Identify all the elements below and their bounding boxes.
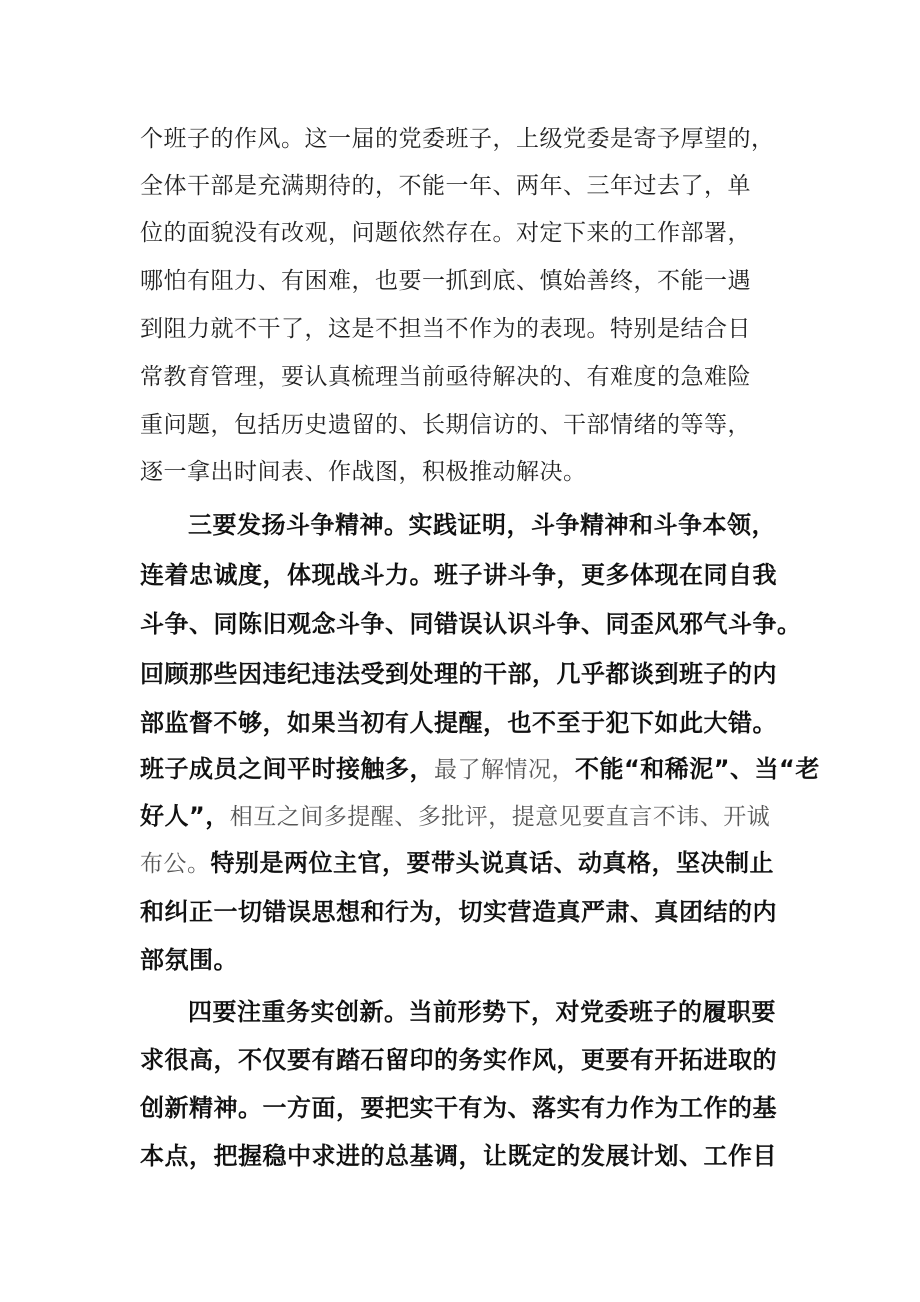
- paragraph3-line-4: 本点，把握稳中求进的总基调，让既定的发展计划、工作目: [140, 1142, 777, 1170]
- paragraph2-line-6-part-1: 班子成员之间平时接触多，: [140, 755, 434, 783]
- paragraph2-line-8-part-2: 特别是两位主官，要带头说真话、动真格，坚决制止: [210, 849, 774, 877]
- paragraph1-line-5: 到阻力就不干了，这是不担当不作为的表现。特别是结合日: [140, 316, 751, 342]
- paragraph2-line-7-part-1: 好人”，: [140, 802, 230, 830]
- paragraph3-line-3: [140, 1096, 777, 1120]
- paragraph2-line-6-part-3: 不能“和稀泥”、当“老: [575, 755, 820, 783]
- paragraph2-line-2: 连着忠诚度，体现战斗力。班子讲斗争，更多体现在同自我: [140, 561, 777, 589]
- paragraph2-line-7-part-2: 相互之间多提醒、多批评，提意见要直言不讳、开诚: [229, 804, 771, 830]
- paragraph2-line-1: 三要发扬斗争精神。实践证明，斗争精神和斗争本领，: [188, 511, 776, 539]
- paragraph2-line-9: 和纠正一切错误思想和行为，切实营造真严肃、真团结的内: [140, 898, 777, 926]
- paragraph2-line-10: 部氛围。: [140, 946, 238, 974]
- paragraph2-line-5: 部监督不够，如果当初有人提醒，也不至于犯下如此大错。: [140, 709, 777, 737]
- paragraph1-line-2: 全体干部是充满期待的，不能一年、两年、三年过去了，单: [140, 173, 751, 199]
- paragraph2-line-6-part-2: 最了解情况，: [434, 757, 575, 783]
- paragraph1-line-4: 哪怕有阻力、有困难，也要一抓到底、慎始善终，不能一遇: [140, 268, 751, 294]
- paragraph1-line-8: 逐一拿出时间表、作战图，积极推动解决。: [140, 459, 587, 485]
- paragraph2-line-3: 斗争、同陈旧观念斗争、同错误认识斗争、同歪风邪气斗争。: [140, 610, 802, 638]
- paragraph2-line-8-part-1: 布公。: [140, 851, 211, 877]
- paragraph3-line-2: 求很高，不仅要有踏石留印的务实作风，更要有开拓进取的: [140, 1046, 777, 1074]
- paragraph3-line-1: 四要注重务实创新。当前形势下，对党委班子的履职要: [188, 998, 776, 1026]
- paragraph2-line-4: 回顾那些因违纪违法受到处理的干部，几乎都谈到班子的内: [140, 660, 777, 688]
- paragraph3-line-3-part-3: ，要把实干有为、落实有力作为工作的基: [336, 1094, 777, 1122]
- paragraph3-line-3-emphasis: 一方面: [262, 1094, 336, 1122]
- paragraph1-line-7: 重问题，包括历史遗留的、长期信访的、干部情绪的等等，: [140, 412, 751, 438]
- paragraph2-line-6: [140, 757, 820, 782]
- paragraph2-line-8: [140, 851, 774, 876]
- paragraph1-line-3: 位的面貌没有改观，问题依然存在。对定下来的工作部署，: [140, 220, 751, 246]
- paragraph2-line-7: [140, 804, 770, 829]
- paragraph3-line-3-part-1: 创新精神。: [140, 1094, 263, 1122]
- paragraph1-line-1: 个班子的作风。这一届的党委班子，上级党委是寄予厚望的，: [140, 126, 775, 152]
- paragraph1-line-6: 常教育管理，要认真梳理当前亟待解决的、有难度的急难险: [140, 364, 751, 390]
